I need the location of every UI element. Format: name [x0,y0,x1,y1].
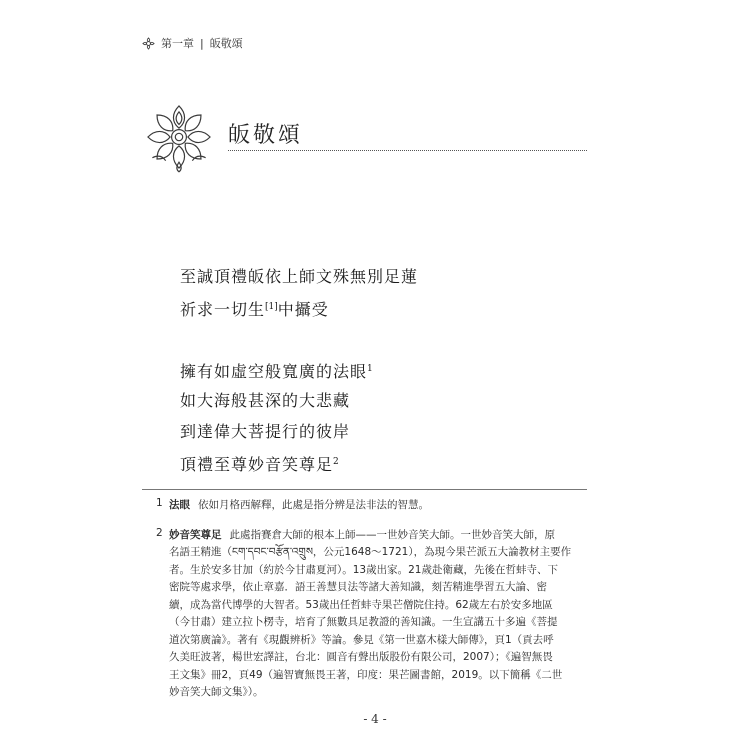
footnote-2 [142,527,587,702]
running-head-chapter: 第一章 [161,37,194,50]
footnote-text: 續，成為當代博學的大智者。53歲出任哲蚌寺果芒僧院住持。62歲左右於安多地區 [169,598,553,611]
verse-line: 祈求一切生[1]中攝受 [180,300,329,319]
chapter-title: 皈敬頌 [228,123,304,148]
lotus-emblem-icon [142,100,216,174]
footnote-text: 依如月格西解釋，此處是指分辨是法非法的智慧。 [198,499,429,511]
footnote-1 [142,497,587,515]
footnotes [142,497,587,714]
footnote-text: 者。生於安多甘加（約於今甘肅夏河）。13歲出家。21歲赴衛藏，先後在哲蚌寺、下 [169,563,558,576]
running-head-title: 皈敬頌 [209,37,243,50]
footnote-term: 法眼 [169,499,190,511]
footnote-number: 2 [156,526,163,539]
verse-line: 至誠頂禮皈依上師文殊無別足蓮 [180,267,419,286]
footnote-divider [142,489,587,490]
footnote-text: 名語王精進（ངག་དབང་བརྩོན་འགྲུས，公元1648～1721），為現今果芒派五大論教材主要作 [169,546,572,558]
running-head [142,35,243,51]
chapter-title-rule [228,150,587,151]
footnote-number: 1 [156,497,163,509]
verse-line: 到達偉大菩提行的彼岸 [180,422,351,441]
footnote-text: 王文集》冊2，頁49（遍智寶無畏王著，印度：果芒圖書館，2019。以下簡稱《二世 [169,668,563,681]
footnote-text: 妙音笑大師文集》）。 [169,686,264,698]
verse-line: 頂禮至尊妙音笑尊足$^2$ [180,455,339,474]
verse-line: 擁有如虛空般寬廣的法眼$^1$ [180,362,373,381]
homage-verse [180,261,418,323]
footnote-text: （今甘肅）建立拉卜楞寺，培育了無數具足教證的善知識。一生宣講五十多遍《菩提 [169,616,558,628]
verse-line: 如大海般甚深的大悲藏 [180,391,351,410]
footnote-text: 道次第廣論》。著有《現觀辨析》等論。參見《第一世嘉木樣大師傳》，頁1（貢去呼 [169,633,554,646]
lotus-icon [142,37,155,50]
footnote-ref: 1 [367,364,373,374]
footnote-text: 此處指賽倉大師的根本上師——一世妙音笑大師。一世妙音笑大師，原 [229,528,555,541]
endnote-ref: [1] [265,302,278,312]
praise-verse [180,354,373,478]
running-head-separator: | [200,36,204,50]
footnote-text: 密院等處求學，依止章嘉．語王善慧貝法等諸大善知識，刻苦精進學習五大論、密 [169,581,547,593]
footnote-ref: 2 [333,457,339,467]
chapter-heading [142,100,587,180]
footnote-text: 久美旺波著，楊世宏譯註，台北：圓音有聲出版股份有限公司，2007）；《遍智無畏 [169,651,553,663]
footnote-term: 妙音笑尊足 [169,528,222,541]
page-number: - 4 - [363,712,387,726]
